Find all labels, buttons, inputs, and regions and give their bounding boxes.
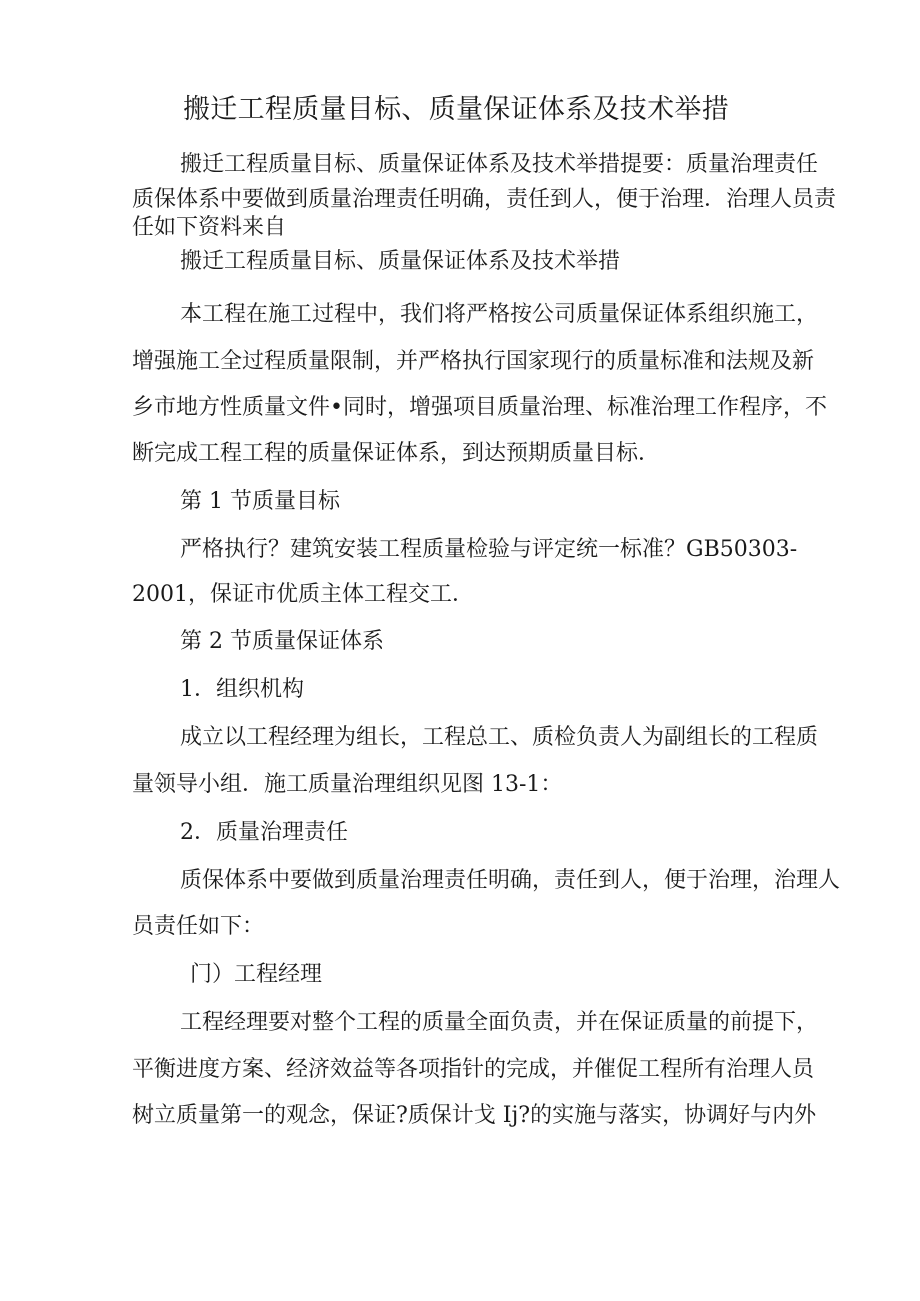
summary-line-3: 任如下资料来自 — [132, 215, 287, 240]
item-2-heading: 2．质量治理责任 — [180, 820, 348, 845]
summary-line-2: 质保体系中要做到质量治理责任明确，责任到人，便于治理．治理人员责 — [132, 187, 837, 212]
summary-line-1: 搬迁工程质量目标、质量保证体系及技术举措提要：质量治理责任 — [180, 152, 819, 177]
section-2-heading: 第 2 节质量保证体系 — [180, 629, 384, 654]
document-subtitle: 搬迁工程质量目标、质量保证体系及技术举措 — [180, 249, 621, 274]
item-1-heading: 1．组织机构 — [180, 677, 304, 702]
sub-1-line-3: 树立质量第一的观念，保证?质保计戈 Ij?的实施与落实，协调好与内外 — [132, 1103, 817, 1128]
sub-1-line-1: 工程经理要对整个工程的质量全面负责，并在保证质量的前提下， — [180, 1010, 819, 1035]
item-1-line-2: 量领导小组．施工质量治理组织见图 13-1： — [132, 772, 563, 797]
section-1-line-2: 2001，保证市优质主体工程交工． — [132, 582, 474, 607]
intro-line-4: 断完成工程工程的质量保证体系，到达预期质量目标． — [132, 441, 661, 466]
intro-line-2: 增强施工全过程质量限制，并严格执行国家现行的质量标准和法规及新 — [132, 349, 815, 374]
intro-line-3: 乡市地方性质量文件•同时，增强项目质量治理、标准治理工作程序，不 — [132, 395, 827, 420]
document-title: 搬迁工程质量目标、质量保证体系及技术举措 — [183, 94, 729, 125]
section-1-line-1: 严格执行？建筑安装工程质量检验与评定统一标准？GB50303- — [180, 537, 798, 562]
item-2-line-1: 质保体系中要做到质量治理责任明确，责任到人，便于治理，治理人 — [180, 868, 841, 893]
intro-line-1: 本工程在施工过程中，我们将严格按公司质量保证体系组织施工， — [180, 302, 819, 327]
section-1-heading: 第 1 节质量目标 — [180, 489, 340, 514]
sub-1-line-2: 平衡进度方案、经济效益等各项指针的完成，并催促工程所有治理人员 — [132, 1057, 815, 1082]
item-2-line-2: 员责任如下： — [132, 914, 265, 939]
item-1-line-1: 成立以工程经理为组长，工程总工、质检负责人为副组长的工程质 — [180, 725, 819, 750]
sub-1-heading: 门）工程经理 — [190, 962, 323, 987]
